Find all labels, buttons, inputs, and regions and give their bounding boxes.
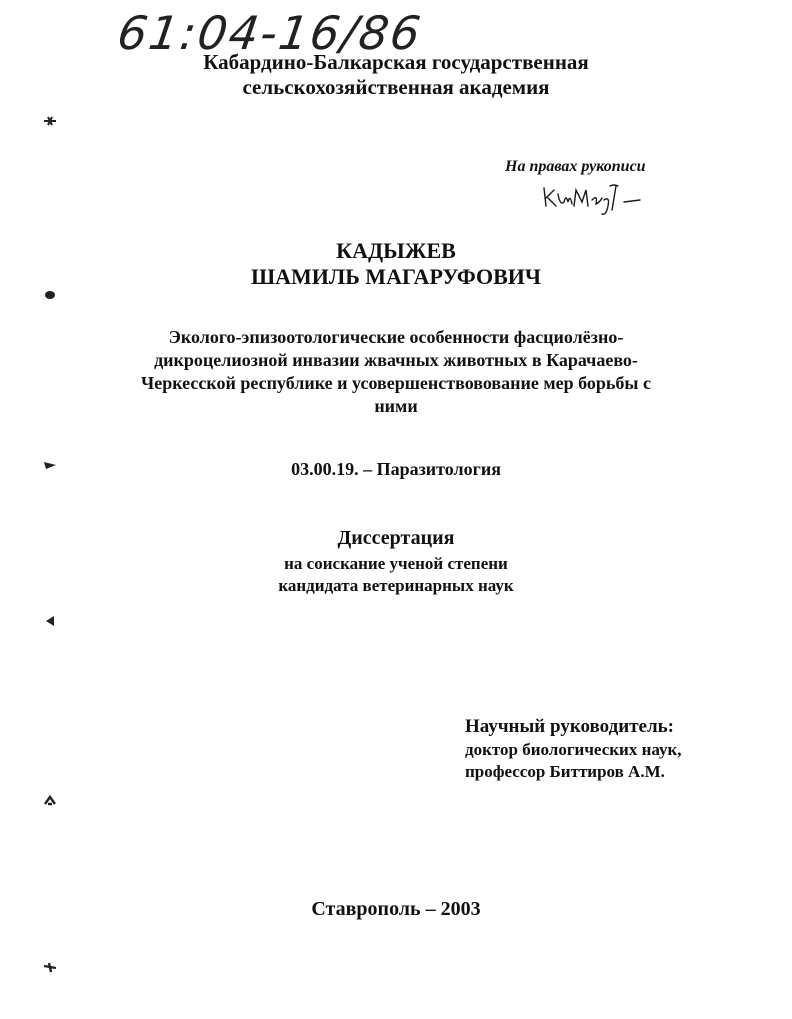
title-line-3: Черкесской республике и усовершенствовование мер борьбы с [141,373,651,393]
rights-label: На правах рукописи [505,158,646,175]
supervisor-heading: Научный руководитель: [465,716,674,737]
signature [540,180,650,220]
title-line-4: ними [374,396,418,416]
author-name: ШАМИЛЬ МАГАРУФОВИЧ [250,264,542,289]
institution-line-1: Кабардино-Балкарская государственная [203,50,589,74]
dissertation-heading: Диссертация [337,527,455,549]
city-year: Ставрополь – 2003 [311,898,481,920]
title-line-2: дикроцелиозной инвазии жвачных животных в Карачаево- [154,350,638,370]
author-surname: КАДЫЖЕВ [336,238,456,263]
title-line-1: Эколого-эпизоотологические особенности фасциолёзно- [168,327,624,347]
scan-mark-1 [40,114,60,128]
scan-mark-5 [40,794,60,808]
dissertation-line-1: на соискание ученой степени [284,554,508,573]
scan-mark-3 [40,458,60,472]
dissertation-line-2: кандидата ветеринарных наук [278,576,514,595]
supervisor-degree: доктор биологических наук, [465,740,682,759]
scan-mark-2 [40,288,60,302]
scan-mark-4 [40,614,60,628]
supervisor-name: профессор Биттиров А.М. [465,762,665,781]
institution-line-2: сельскохозяйственная академия [242,75,550,99]
scan-mark-6 [40,960,60,974]
specialty: 03.00.19. – Паразитология [291,459,501,479]
handwritten-catalog-code: 61:04-16/86 [114,6,426,60]
